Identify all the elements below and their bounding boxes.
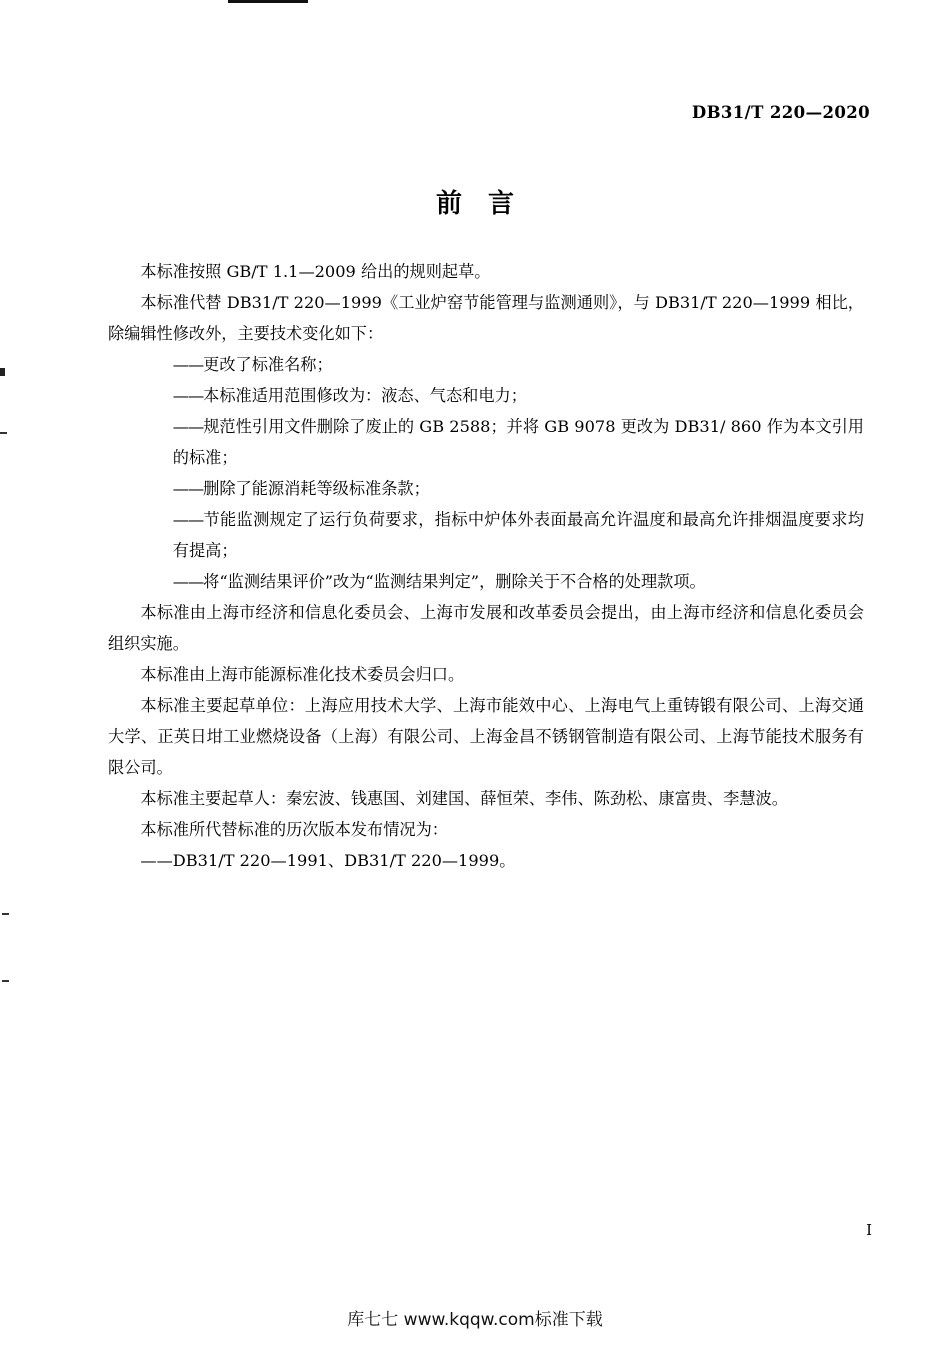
dash-prefix: ——: [172, 479, 204, 498]
change-item: [108, 566, 864, 597]
paragraph: 本标准由上海市经济和信息化委员会、上海市发展和改革委员会提出，由上海市经济和信息化委员会组织实施。: [108, 603, 864, 653]
paragraph: 本标准由上海市能源标准化技术委员会归口。: [140, 665, 465, 684]
change-item: [108, 380, 864, 411]
page-number: Ⅰ: [866, 1221, 872, 1239]
dash-prefix: ——: [172, 572, 204, 591]
paragraph: 本标准主要起草单位：上海应用技术大学、上海市能效中心、上海电气上重铸锻有限公司、上海交通大学、正英日坩工业燃烧设备（上海）有限公司、上海金昌不锈钢管制造有限公司、上海节能技术服务有限公司。: [108, 696, 864, 777]
dash-prefix: ——: [172, 355, 204, 374]
page-header-standard-code: DB31/T 220—2020: [691, 103, 870, 122]
version-item-text: DB31/T 220—1991、DB31/T 220—1999。: [172, 851, 516, 870]
foreword-body: [108, 256, 864, 876]
paragraph: 本标准按照 GB/T 1.1—2009 给出的规则起草。: [140, 262, 491, 281]
paragraph: 本标准代替 DB31/T 220—1999《工业炉窑节能管理与监测通则》，与 DB31/T 220—1999 相比，除编辑性修改外，主要技术变化如下：: [108, 293, 864, 343]
change-item-text: 删除了能源消耗等级标准条款；: [203, 479, 430, 498]
version-item: [108, 845, 864, 876]
change-item: [108, 504, 864, 566]
scan-artifact-tick: [2, 913, 9, 915]
change-item-text: 将“监测结果评价”改为“监测结果判定”，删除关于不合格的处理款项。: [203, 572, 706, 591]
paragraph: 本标准所代替标准的历次版本发布情况为：: [140, 820, 448, 839]
scan-artifact-tick: [0, 432, 7, 434]
scan-artifact-tick: [2, 980, 9, 982]
change-item-text: 更改了标准名称；: [203, 355, 333, 374]
dash-prefix: ——: [172, 386, 204, 405]
scan-artifact-top-line: [228, 0, 308, 3]
change-item-text: 本标准适用范围修改为：液态、气态和电力；: [203, 386, 527, 405]
change-item: [108, 473, 864, 504]
dash-prefix: ——: [140, 851, 173, 870]
change-item: [108, 349, 864, 380]
change-item-text: 规范性引用文件删除了废止的 GB 2588；并将 GB 9078 更改为 DB31/ 860 作为本文引用的标准；: [172, 417, 864, 467]
page-title: 前言: [435, 189, 540, 219]
dash-prefix: ——: [172, 510, 204, 529]
change-item-text: 节能监测规定了运行负荷要求，指标中炉体外表面最高允许温度和最高允许排烟温度要求均有提高；: [172, 510, 864, 560]
footer-watermark: 库七七 www.kqqw.com标准下载: [347, 1310, 603, 1330]
change-item: [108, 411, 864, 473]
dash-prefix: ——: [172, 417, 204, 436]
paragraph: 本标准主要起草人：秦宏波、钱惠国、刘建国、薛恒荣、李伟、陈劲松、康富贵、李慧波。: [140, 789, 788, 808]
scan-artifact-dot: [0, 368, 5, 376]
